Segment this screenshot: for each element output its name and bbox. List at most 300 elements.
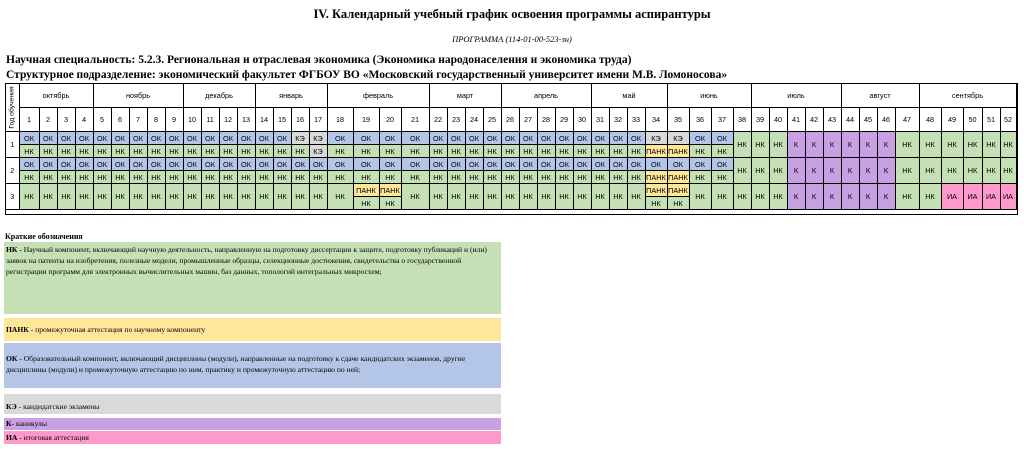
schedule-cell: ОК xyxy=(130,132,148,145)
month-header: май xyxy=(592,84,668,108)
schedule-cell: НК xyxy=(380,171,402,184)
schedule-cell: НК xyxy=(1001,158,1017,184)
schedule-cell: НК xyxy=(712,171,734,184)
schedule-cell: НК xyxy=(574,184,592,210)
specialty-line: Научная специальность: 5.2.3. Региональная и отраслевая экономика (Экономика народонаселения и экономика труда) xyxy=(6,54,632,66)
month-header: февраль xyxy=(328,84,430,108)
schedule-cell: НК xyxy=(574,171,592,184)
month-header: апрель xyxy=(502,84,592,108)
schedule-cell: ОК xyxy=(354,158,380,171)
schedule-cell: ОК xyxy=(502,132,520,145)
week-number: 51 xyxy=(983,108,1001,132)
week-number: 19 xyxy=(354,108,380,132)
legend-item-ia xyxy=(4,431,501,444)
week-number: 10 xyxy=(184,108,202,132)
schedule-cell: ОК xyxy=(94,158,112,171)
schedule-cell: НК xyxy=(520,184,538,210)
week-number: 11 xyxy=(202,108,220,132)
month-header: март xyxy=(430,84,502,108)
schedule-cell: ОК xyxy=(628,132,646,145)
schedule-cell: ОК xyxy=(574,132,592,145)
program-code: ПРОГРАММА (114-01-00-523-зн) xyxy=(452,34,572,44)
schedule-cell: ОК xyxy=(184,158,202,171)
schedule-cell: НК xyxy=(734,132,752,158)
schedule-cell: ОК xyxy=(238,158,256,171)
schedule-cell: ОК xyxy=(220,158,238,171)
schedule-cell: НК xyxy=(668,197,690,210)
schedule-cell: НК xyxy=(734,184,752,210)
schedule-cell: НК xyxy=(354,145,380,158)
week-number: 31 xyxy=(592,108,610,132)
schedule-cell: НК xyxy=(502,171,520,184)
schedule-cell: ОК xyxy=(238,132,256,145)
schedule-cell: НК xyxy=(556,184,574,210)
schedule-cell: ОК xyxy=(58,132,76,145)
schedule-cell: НК xyxy=(166,145,184,158)
schedule-cell: НК xyxy=(76,184,94,210)
week-number: 8 xyxy=(148,108,166,132)
schedule-cell: НК xyxy=(148,171,166,184)
schedule-cell: НК xyxy=(430,184,448,210)
schedule-cell: НК xyxy=(430,171,448,184)
schedule-cell: НК xyxy=(256,171,274,184)
month-header: ноябрь xyxy=(94,84,184,108)
schedule-cell: НК xyxy=(112,184,130,210)
schedule-cell: ОК xyxy=(610,132,628,145)
schedule-cell: К xyxy=(788,132,806,158)
schedule-cell: ОК xyxy=(646,158,668,171)
week-number: 47 xyxy=(896,108,920,132)
schedule-cell: КЭ xyxy=(646,132,668,145)
schedule-cell: К xyxy=(788,158,806,184)
schedule-cell: ОК xyxy=(690,158,712,171)
week-number: 49 xyxy=(942,108,964,132)
schedule-cell: НК xyxy=(520,171,538,184)
schedule-cell: НК xyxy=(466,184,484,210)
schedule-cell: ОК xyxy=(402,132,430,145)
schedule-cell: ОК xyxy=(520,132,538,145)
department-line: Структурное подразделение: экономический факультет ФГБОУ ВО «Московский государственный университет имени М.В. Ломоносова» xyxy=(6,69,728,81)
schedule-cell: К xyxy=(860,132,878,158)
schedule-cell: НК xyxy=(112,171,130,184)
schedule-cell: НК xyxy=(202,184,220,210)
schedule-cell: НК xyxy=(466,145,484,158)
schedule-cell: НК xyxy=(628,145,646,158)
schedule-cell: НК xyxy=(690,184,712,210)
schedule-cell: НК xyxy=(238,145,256,158)
legend-code: К xyxy=(6,419,12,428)
week-number: 12 xyxy=(220,108,238,132)
week-number: 22 xyxy=(430,108,448,132)
month-header: декабрь xyxy=(184,84,256,108)
week-number: 52 xyxy=(1001,108,1017,132)
schedule-cell: НК xyxy=(166,184,184,210)
week-number: 37 xyxy=(712,108,734,132)
week-number: 36 xyxy=(690,108,712,132)
schedule-cell: НК xyxy=(538,171,556,184)
schedule-cell: НК xyxy=(94,184,112,210)
schedule-cell: НК xyxy=(466,171,484,184)
schedule-cell: ОК xyxy=(274,132,292,145)
schedule-cell: НК xyxy=(712,184,734,210)
schedule-cell: К xyxy=(842,184,860,210)
schedule-cell: НК xyxy=(556,145,574,158)
schedule-cell: НК xyxy=(94,171,112,184)
schedule-cell: ПАНК xyxy=(646,171,668,184)
schedule-cell: НК xyxy=(202,145,220,158)
schedule-cell: К xyxy=(860,158,878,184)
week-number: 20 xyxy=(380,108,402,132)
week-number: 24 xyxy=(466,108,484,132)
schedule-cell: ОК xyxy=(40,132,58,145)
week-number: 25 xyxy=(484,108,502,132)
schedule-cell: ОК xyxy=(448,132,466,145)
schedule-cell: ОК xyxy=(20,158,40,171)
week-number: 17 xyxy=(310,108,328,132)
week-number: 26 xyxy=(502,108,520,132)
schedule-cell: ОК xyxy=(466,132,484,145)
schedule-cell: НК xyxy=(328,184,354,210)
year-label: 1 xyxy=(6,132,20,158)
schedule-cell: НК xyxy=(20,184,40,210)
schedule-cell: НК xyxy=(76,145,94,158)
schedule-cell: К xyxy=(806,184,824,210)
schedule-cell: НК xyxy=(734,158,752,184)
schedule-cell: НК xyxy=(484,184,502,210)
schedule-cell: НК xyxy=(220,184,238,210)
schedule-cell: НК xyxy=(184,171,202,184)
schedule-cell: НК xyxy=(238,184,256,210)
schedule-cell: НК xyxy=(402,145,430,158)
schedule-cell: НК xyxy=(430,145,448,158)
schedule-cell: ОК xyxy=(592,158,610,171)
week-number: 34 xyxy=(646,108,668,132)
schedule-cell: НК xyxy=(448,184,466,210)
schedule-cell: НК xyxy=(328,145,354,158)
schedule-cell: НК xyxy=(610,171,628,184)
week-number: 29 xyxy=(556,108,574,132)
schedule-cell: НК xyxy=(920,158,942,184)
schedule-cell: НК xyxy=(896,158,920,184)
schedule-cell: НК xyxy=(983,132,1001,158)
schedule-cell: ОК xyxy=(220,132,238,145)
week-number: 46 xyxy=(878,108,896,132)
schedule-cell: НК xyxy=(130,184,148,210)
schedule-cell: НК xyxy=(354,171,380,184)
schedule-cell: НК xyxy=(646,197,668,210)
week-number: 1 xyxy=(20,108,40,132)
schedule-cell: НК xyxy=(130,171,148,184)
schedule-cell: ОК xyxy=(40,158,58,171)
schedule-cell: ОК xyxy=(166,132,184,145)
week-number: 5 xyxy=(94,108,112,132)
schedule-cell: К xyxy=(860,184,878,210)
month-header: июнь xyxy=(668,84,752,108)
schedule-cell: К xyxy=(824,132,842,158)
schedule-cell: НК xyxy=(942,158,964,184)
year-label: 2 xyxy=(6,158,20,184)
schedule-cell: ОК xyxy=(430,132,448,145)
week-number: 13 xyxy=(238,108,256,132)
week-number: 15 xyxy=(274,108,292,132)
schedule-cell: НК xyxy=(610,145,628,158)
schedule-cell: ОК xyxy=(448,158,466,171)
schedule-cell: К xyxy=(842,132,860,158)
week-number: 4 xyxy=(76,108,94,132)
schedule-cell: НК xyxy=(238,171,256,184)
schedule-cell: ОК xyxy=(20,132,40,145)
legend-item-nk xyxy=(4,242,501,314)
schedule-cell: НК xyxy=(20,145,40,158)
legend-code: НК xyxy=(6,245,18,254)
week-number: 44 xyxy=(842,108,860,132)
schedule-cell: ПАНК xyxy=(646,184,668,197)
schedule-cell: НК xyxy=(484,171,502,184)
year-label: 3 xyxy=(6,184,20,210)
schedule-cell: ИА xyxy=(942,184,964,210)
schedule-cell: НК xyxy=(58,145,76,158)
schedule-cell: К xyxy=(878,184,896,210)
schedule-cell: НК xyxy=(592,184,610,210)
schedule-cell: КЭ xyxy=(668,132,690,145)
calendar-schedule-table xyxy=(5,83,1018,215)
schedule-cell: НК xyxy=(40,171,58,184)
schedule-cell: ОК xyxy=(690,132,712,145)
week-number: 38 xyxy=(734,108,752,132)
legend-code: ОК xyxy=(6,354,18,363)
legend-text: - промежуточная аттестация по научному компоненту xyxy=(28,324,206,334)
schedule-cell: ОК xyxy=(520,158,538,171)
schedule-cell: НК xyxy=(556,171,574,184)
schedule-cell: К xyxy=(824,184,842,210)
schedule-cell: ОК xyxy=(58,158,76,171)
schedule-cell: НК xyxy=(690,145,712,158)
week-number: 18 xyxy=(328,108,354,132)
schedule-cell: ОК xyxy=(256,132,274,145)
schedule-cell: НК xyxy=(256,184,274,210)
schedule-cell: НК xyxy=(770,184,788,210)
schedule-cell: НК xyxy=(520,145,538,158)
schedule-cell: ОК xyxy=(76,132,94,145)
schedule-cell: ОК xyxy=(274,158,292,171)
schedule-cell: К xyxy=(878,132,896,158)
schedule-cell: НК xyxy=(274,145,292,158)
schedule-cell: НК xyxy=(58,184,76,210)
schedule-cell: НК xyxy=(20,171,40,184)
month-header: август xyxy=(842,84,920,108)
schedule-cell: К xyxy=(788,184,806,210)
schedule-cell: НК xyxy=(920,184,942,210)
legend-code: КЭ xyxy=(6,401,17,411)
week-number: 2 xyxy=(40,108,58,132)
schedule-cell: ОК xyxy=(610,158,628,171)
month-header: октябрь xyxy=(20,84,94,108)
schedule-cell: НК xyxy=(502,184,520,210)
schedule-cell: ОК xyxy=(628,158,646,171)
schedule-cell: К xyxy=(878,158,896,184)
legend-code: ИА xyxy=(6,433,18,442)
schedule-cell: ОК xyxy=(202,132,220,145)
schedule-cell: ПАНК xyxy=(668,184,690,197)
schedule-cell: ОК xyxy=(712,158,734,171)
legend-code: ПАНК xyxy=(6,324,29,334)
schedule-cell: НК xyxy=(40,145,58,158)
week-number: 28 xyxy=(538,108,556,132)
schedule-cell: НК xyxy=(538,184,556,210)
schedule-cell: НК xyxy=(712,145,734,158)
week-number: 3 xyxy=(58,108,76,132)
year-column-header xyxy=(6,84,20,132)
week-number: 48 xyxy=(920,108,942,132)
schedule-cell: ОК xyxy=(668,158,690,171)
schedule-cell: НК xyxy=(184,184,202,210)
month-header: июль xyxy=(752,84,842,108)
schedule-cell: НК xyxy=(592,145,610,158)
schedule-cell: ОК xyxy=(538,158,556,171)
schedule-cell: ОК xyxy=(112,158,130,171)
schedule-cell: НК xyxy=(770,158,788,184)
schedule-cell: НК xyxy=(202,171,220,184)
schedule-cell: НК xyxy=(1001,132,1017,158)
schedule-cell: НК xyxy=(402,184,430,210)
schedule-cell: НК xyxy=(292,145,310,158)
schedule-cell: НК xyxy=(256,145,274,158)
schedule-cell: ПАНК xyxy=(380,184,402,197)
schedule-cell: ОК xyxy=(402,158,430,171)
page-title: IV. Календарный учебный график освоения программы аспирантуры xyxy=(313,7,711,21)
schedule-cell: НК xyxy=(274,171,292,184)
schedule-cell: КЭ xyxy=(292,132,310,145)
week-number: 45 xyxy=(860,108,878,132)
schedule-cell: ОК xyxy=(592,132,610,145)
week-number: 9 xyxy=(166,108,184,132)
legend-text: - каникулы xyxy=(11,419,47,428)
schedule-cell: НК xyxy=(58,171,76,184)
legend-item-ok xyxy=(4,343,501,388)
schedule-cell: ПАНК xyxy=(646,145,668,158)
schedule-cell: НК xyxy=(448,145,466,158)
schedule-cell: НК xyxy=(983,158,1001,184)
schedule-cell: НК xyxy=(40,184,58,210)
schedule-cell: ОК xyxy=(148,132,166,145)
legend-title: Краткие обозначения xyxy=(5,232,83,241)
schedule-cell: НК xyxy=(148,145,166,158)
schedule-cell: НК xyxy=(574,145,592,158)
schedule-cell: К xyxy=(806,158,824,184)
schedule-cell: НК xyxy=(502,145,520,158)
schedule-cell: ОК xyxy=(484,132,502,145)
week-number: 32 xyxy=(610,108,628,132)
schedule-cell: НК xyxy=(538,145,556,158)
schedule-cell: НК xyxy=(610,184,628,210)
schedule-cell: НК xyxy=(752,132,770,158)
schedule-cell: НК xyxy=(354,197,380,210)
week-number: 21 xyxy=(402,108,430,132)
schedule-cell: ОК xyxy=(430,158,448,171)
week-number: 16 xyxy=(292,108,310,132)
week-number: 40 xyxy=(770,108,788,132)
schedule-cell: НК xyxy=(770,132,788,158)
schedule-cell: ОК xyxy=(130,158,148,171)
schedule-cell: НК xyxy=(220,171,238,184)
schedule-cell: ОК xyxy=(712,132,734,145)
schedule-cell: ОК xyxy=(184,132,202,145)
schedule-cell: ОК xyxy=(292,158,310,171)
week-number: 27 xyxy=(520,108,538,132)
schedule-cell: НК xyxy=(112,145,130,158)
schedule-cell: ОК xyxy=(556,158,574,171)
schedule-cell: НК xyxy=(94,145,112,158)
schedule-cell: НК xyxy=(628,184,646,210)
schedule-cell: НК xyxy=(380,197,402,210)
month-header: январь xyxy=(256,84,328,108)
week-number: 42 xyxy=(806,108,824,132)
schedule-cell: ОК xyxy=(538,132,556,145)
week-number: 39 xyxy=(752,108,770,132)
schedule-cell: ОК xyxy=(166,158,184,171)
schedule-cell: КЭ xyxy=(310,145,328,158)
schedule-cell: ОК xyxy=(328,158,354,171)
week-number: 35 xyxy=(668,108,690,132)
schedule-cell: НК xyxy=(920,132,942,158)
legend-item-k xyxy=(4,418,501,430)
legend-item-ke xyxy=(4,394,501,414)
schedule-cell: НК xyxy=(380,145,402,158)
schedule-cell: НК xyxy=(292,184,310,210)
legend-text: - кандидатские экзамены xyxy=(16,401,100,411)
week-number: 23 xyxy=(448,108,466,132)
schedule-cell: ОК xyxy=(574,158,592,171)
schedule-cell: НК xyxy=(130,145,148,158)
schedule-cell: ОК xyxy=(256,158,274,171)
schedule-cell: НК xyxy=(752,158,770,184)
schedule-cell: ОК xyxy=(310,158,328,171)
schedule-cell: ОК xyxy=(94,132,112,145)
schedule-cell: ОК xyxy=(380,158,402,171)
schedule-cell: ОК xyxy=(380,132,402,145)
schedule-cell: ИА xyxy=(1001,184,1017,210)
schedule-cell: НК xyxy=(402,171,430,184)
schedule-cell: ПАНК xyxy=(668,171,690,184)
week-number: 7 xyxy=(130,108,148,132)
legend-text: - Научный компонент, включающий научную деятельность, направленную на подготовку диссертации к защите, подготовку публикаций и (или) заявок на патенты на изобретения, полезные модели, промышленные образцы, селекционные достижения, свидетельства о государственной регистрации программ для электронных вычислительных машин, баз данных, топологий интегральных микросхем; xyxy=(6,245,487,277)
legend-text: - Образовательный компонент, включающий дисциплины (модули), направленные на подготовку к сдаче кандидатских экзаменов, другие дисциплины (модули) и промежуточную аттестацию по ним, практику и промежуточную аттестацию по ней; xyxy=(6,354,466,375)
week-number: 30 xyxy=(574,108,592,132)
schedule-cell: ОК xyxy=(502,158,520,171)
schedule-cell: НК xyxy=(964,132,983,158)
schedule-cell: НК xyxy=(310,171,328,184)
schedule-cell: ОК xyxy=(484,158,502,171)
schedule-cell: ОК xyxy=(76,158,94,171)
schedule-cell: НК xyxy=(328,171,354,184)
schedule-cell: ОК xyxy=(354,132,380,145)
year-column-header-text: Год обучения xyxy=(8,86,16,129)
schedule-cell: ПАНК xyxy=(354,184,380,197)
legend-item-pank xyxy=(4,318,501,341)
schedule-cell: НК xyxy=(964,158,983,184)
schedule-cell: НК xyxy=(690,171,712,184)
schedule-cell: НК xyxy=(166,171,184,184)
schedule-cell: НК xyxy=(220,145,238,158)
schedule-cell: НК xyxy=(592,171,610,184)
schedule-cell: ОК xyxy=(202,158,220,171)
week-number: 6 xyxy=(112,108,130,132)
schedule-cell: ОК xyxy=(556,132,574,145)
week-number: 33 xyxy=(628,108,646,132)
schedule-cell: НК xyxy=(76,171,94,184)
schedule-cell: НК xyxy=(274,184,292,210)
schedule-cell: НК xyxy=(310,184,328,210)
